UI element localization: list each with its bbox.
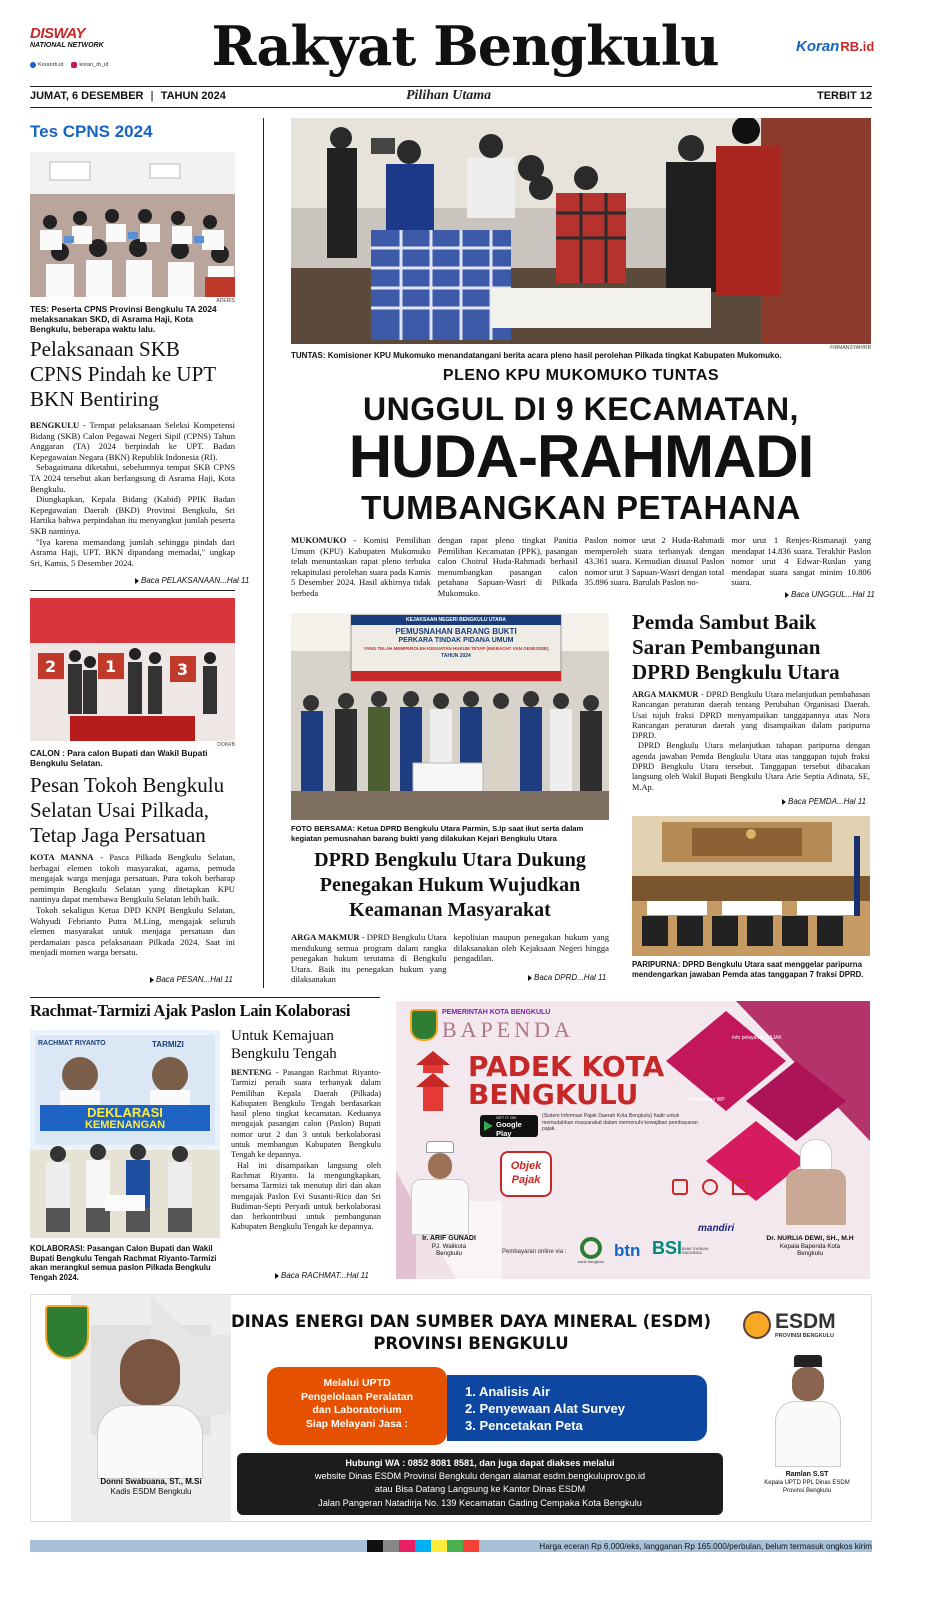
arrow-icon — [275, 1273, 279, 1279]
pagoda-icon — [416, 1051, 450, 1121]
story-body: BENTENG - Pasangan Rachmat Riyanto-Tarmizi peraih suara terbanyak dalam Pemilihan Kepala Daerah (Pilkada) Kabupaten Bengkulu Tengah berdasarkan hasil pleno tingkat kecamatan. Keduanya mengajak pasangan calon (Paslon) Bupati nomor urut 2 dan 3 untuk berkolaborasi untuk membangun Kabupaten Bengkulu Tengah ke depannya. Hal ini disampaikan langsung oleh Rachmat Riyanto. Ia mengungkapkan, bersama Tarmizi tak menutup diri dan akan mengajak Paslon Evi Susanti-Rico dan Sri Budiman-Septi Peryadi untuk berkolaborasi dan berkontribusi untuk pembangunan Kabupaten Bengkulu Tengah ke depannya. — [231, 1068, 381, 1232]
pilihan-utama: Pilihan Utama — [406, 88, 492, 103]
poster-text: TARMIZI — [152, 1040, 184, 1049]
facebook-icon — [30, 62, 36, 68]
story-headline: Rachmat-Tarmizi Ajak Paslon Lain Kolaborasi — [30, 1001, 351, 1020]
story-body: KOTA MANNA - Pasca Pilkada Bengkulu Selatan, berbagai elemen tokoh masyarakat, agama, pemuda mengajak warga menjaga persatuan. Para tokoh berharap pemimpin Bengkulu Selatan yang ditetapkan KPU nantinya dapat membawa Bengkulu Selatan lebih baik. Tokoh sekaligus Ketua DPD KNPI Bengkulu Selatan, Wahyudi Febrianto Putra M.Ling, mengajak seluruh elemen masyarakat untuk menjaga persatuan dan perdamaian pasca pelaksanaan Pilkada 2024. Saat ini menjadi momen warga bersatu. — [30, 852, 236, 958]
cmyk-swatch — [415, 1540, 431, 1552]
cmyk-swatch — [431, 1540, 447, 1552]
cmyk-swatch — [463, 1540, 479, 1552]
story-body: BENGKULU - Tempat pelaksanaan Seleksi Kompetensi Bidang (SKB) Calon Pegawai Negeri Sipil (CPNS) Tahun Anggaran (TA) 2024 berpindah ke UPT. Badan Kepegawaian Negara (BKN) Republik Indonesia (RI). Sebagaimana diketahui, sebelumnya tempat SKB CPNS TA 2024 tersebut akan berlangsung di Asrama Haji, Kota Bengkulu. Diungkapkan, Kepala Bidang (Kabid) PPIK Badan Kepegawaian Daerah (BKD) Provinsi Bengkulu, Sri Hartika bahwa perpindahan itu menyangkut jumlah peserta SKB nantinya. "Iya karena memandang jumlah sehingga pindah dari Asrama Haji, UPT. BKN dipandang memadai," ungkap Sri, Kamis, 5 Desember 2024. — [30, 420, 235, 568]
arrow-icon — [150, 977, 154, 983]
photo-credit: DOKRB — [217, 742, 235, 748]
info-pelayanan-label: Info pelayanan PAJAK — [732, 1035, 782, 1041]
koranrb-logo: Koran RB.id — [796, 38, 875, 55]
globe-icon — [702, 1179, 718, 1195]
official-caption: Ir. ARIF GUNADI PJ. Walikota Bengkulu — [422, 1235, 476, 1257]
masthead-title: Rakyat Bengkulu — [211, 14, 719, 78]
continue-link[interactable]: Baca RACHMAT...Hal 11 — [275, 1271, 369, 1280]
service-list-box — [447, 1375, 707, 1441]
main-headline-1: UNGGUL DI 9 KECAMATAN, — [363, 391, 799, 427]
evidence-destruction-photo — [291, 613, 609, 820]
google-play-button[interactable]: GET IT ON Google Play — [480, 1115, 538, 1137]
continue-link[interactable]: Baca UNGGUL...Hal 11 — [785, 590, 875, 599]
esdm-logo: ESDM PROVINSI BENGKULU — [743, 1311, 836, 1339]
building-icon — [732, 1179, 748, 1195]
pendaftaran-label: Pendaftaran WP — [688, 1097, 725, 1103]
service-offer-box: Melalui UPTD Pengelolaan Peralatan dan Laboratorium Siap Melayani Jasa : — [267, 1367, 447, 1445]
official-photo-bapenda — [784, 1139, 848, 1225]
main-story-body: MUKOMUKO - Komisi Pemilihan Umum (KPU) Kabupaten Mukomuko telah menuntaskan rapat pleno terbuka rekapitulasi perolehan suara pada Kamis 5 Desember 2024. Hasil akhirnya tidak berbeda dengan rapat pleno tingkat Panitia Pemilihan Kecamatan (PPK), pasangan calon Choirul Huda-Rahmadi berhasil menumbangkan pasangan calon petahana Sapuan-Wasri di Pilkada Mukomuko. Paslon nomor urut 2 Huda-Rahmadi memperoleh suara terbanyak dengan 43.361 suara. Kemudian disusul Paslon nomor urut 3 Sapuan-Wasri dengan total 35.896 suara. Barulah Paslon no- mor urut 1 Renjes-Rismanaji yang mendapat 14.836 suara. Terakhir Paslon nomor urut 4 Edwar-Ruslan yang mendapat suara sangat minim 10.806 suara. — [291, 535, 871, 598]
masthead-rule-bottom — [30, 107, 872, 108]
poster-text: RACHMAT RIYANTO — [38, 1040, 106, 1047]
cmyk-swatch — [447, 1540, 463, 1552]
price-info: Harga eceran Rp 6.000/eks, langganan Rp 165.000/perbulan, belum termasuk ongkos kirim — [539, 1542, 872, 1551]
arrow-icon — [782, 799, 786, 805]
bank-logo-mandiri: mandiri — [698, 1223, 735, 1234]
section-title: Tes CPNS 2024 — [30, 122, 153, 141]
esdm-emblem-icon — [743, 1311, 771, 1339]
person-photo-kadis — [95, 1339, 205, 1479]
service-item: 3. Pencetakan Peta — [465, 1418, 583, 1433]
arrow-icon — [528, 975, 532, 981]
esdm-title: DINAS ENERGI DAN SUMBER DAYA MINERAL (ESDM) PROVINSI BENGKULU — [230, 1312, 712, 1353]
bank-logo-bsi: BSI BANK SYARIAH INDONESIA — [652, 1238, 709, 1258]
continue-link[interactable]: Baca DPRD...Hal 11 — [528, 973, 606, 982]
service-item: 2. Penyewaan Alat Survey — [465, 1401, 625, 1416]
instagram-icon — [71, 62, 77, 68]
cmyk-swatch — [383, 1540, 399, 1552]
ad-description: (Sistem Informasi Pajak Daerah Kota Bengkulu) hadir untuk memudahkan masyarakat dalam memenuhi kewajiban pembayaran pajak. — [542, 1113, 698, 1132]
person-photo-kepala-uptd — [773, 1355, 843, 1467]
story-headline: Pemda Sambut Baik Saran Pembangunan DPRD Bengkulu Utara — [632, 610, 840, 684]
paripurna-photo — [632, 816, 870, 956]
photo-caption: KOLABORASI: Pasangan Calon Bupati dan Wakil Bupati Bengkulu Tengah Rachmat Riyanto-Tarmizi akan merangkul semua paslon Pilkada Bengkulu Tengah 2024. — [30, 1244, 217, 1282]
svg-text:2: 2 — [45, 657, 57, 676]
ad-title: PADEK KOTA BENGKULU — [468, 1050, 665, 1111]
bapenda-ad[interactable] — [396, 1001, 870, 1279]
photo-caption: FOTO BERSAMA: Ketua DPRD Bengkulu Utara Parmin, S.Ip saat ikut serta dalam kegiatan pemusnahan barang bukti yang dilakukan Kejari Bengkulu Utara — [291, 824, 584, 843]
person-caption: Ramlan S.ST Kepala UPTD PPL Dinas ESDM Provinsi Bengkulu — [764, 1471, 850, 1494]
story-headline: Pesan Tokoh Bengkulu Selatan Usai Pilkada, Tetap Jaga Persatuan — [30, 773, 225, 847]
story-body: ARGA MAKMUR - DPRD Bengkulu Utara mendukung semua program dalam rangka penegakan hukum terutama di Bengkulu Utara. Baik itu penegakan hukum yang dilaksanakan kepolisian maupun penegakan hukum yang dilaksanakan oleh Kejaksaan Negeri hingga pengadilan. — [291, 932, 609, 985]
story-headline: DPRD Bengkulu Utara Dukung Penegakan Hukum Wujudkan Keamanan Masyarakat — [314, 849, 586, 921]
official-photo-walikota — [410, 1141, 470, 1233]
story-body: ARGA MAKMUR - DPRD Bengkulu Utara melanjutkan pembahasan Rancangan peraturan daerah tentang Perubahan Organisasi Daerah. Usai tujuh fraksi DPRD menyampaikan tanggapannya atas Nora Rancangan peraturan daerah yang disampaikan dalam paripurna DPRD. DPRD Bengkulu Utara melanjutkan tahapan paripurna dengan agenda jawaban Pemda Bengkulu Utara atas tanggapan tujuh fraksi DPRD Bengkulu Utara tersebut. Tanggapan tersebut dibacakan langsung oleh Wakil Bupati Bengkulu Utara Arie Septia Adinata, SE, M.Ap. — [632, 690, 871, 792]
photo-caption: CALON : Para calon Bupati dan Wakil Bupati Bengkulu Selatan. — [30, 748, 208, 768]
social-handles: Koranrb.id koran_rb_id — [30, 62, 108, 68]
payment-label: Pembayaran online via : — [502, 1249, 567, 1255]
banner-text: KEJAKSAAN NEGERI BENGKULU UTARA — [406, 617, 506, 623]
disway-logo: DISWAY NATIONAL NETWORK — [30, 25, 104, 49]
ad-gov: PEMERINTAH KOTA BENGKULU — [442, 1009, 551, 1016]
photo-credit: FIRMANSYAH/RB — [830, 345, 871, 351]
continue-link[interactable]: Baca PEMDA...Hal 11 — [782, 797, 866, 806]
edition-date: JUMAT, 6 DESEMBER | TAHUN 2024 — [30, 90, 226, 102]
esdm-ad[interactable] — [30, 1294, 872, 1522]
bengkulu-province-emblem — [45, 1305, 89, 1359]
ad-agency: BAPENDA — [442, 1017, 574, 1042]
kpu-signing-photo — [291, 118, 871, 344]
terbit-number: TERBIT 12 — [816, 90, 872, 102]
photo-caption: TUNTAS: Komisioner KPU Mukomuko menandatangani berita acara pleno hasil perolehan Pilkada tingkat Kabupaten Mukomuko. — [291, 351, 782, 360]
candidates-photo — [30, 598, 235, 741]
contact-box: Hubungi WA : 0852 8081 8581, dan juga dapat diakses melalui website Dinas ESDM Provinsi Bengkulu dengan alamat esdm.bengkuluprov.go.id atau Bisa Datang Langsung ke Kantor Dinas ESDM Jalan Pangeran Natadirja No. 139 Kecamatan Gading Cempaka Kota Bengkulu — [237, 1453, 723, 1515]
official-caption: Dr. NURLIA DEWI, SH., M.H Kepala Bapenda Kota Bengkulu — [766, 1235, 854, 1257]
banner-text: PEMUSNAHAN BARANG BUKTI PERKARA TINDAK PIDANA UMUM YANG TELAH MEMPEROLEH KEKUATAN HUKUM TETAP (INKRACHT VAN GEWIJSDE) TAHUN 2024 — [363, 627, 549, 659]
column-divider — [263, 118, 264, 988]
bapenda-logo-icon — [410, 1009, 438, 1041]
masthead-rule — [30, 86, 872, 87]
poster-text: DEKLARASI KEMENANGAN — [84, 1105, 166, 1131]
objek-pajak-badge[interactable]: Objek Pajak — [500, 1151, 552, 1197]
bank-logo-bengkulu: bank bengkulu — [578, 1237, 604, 1264]
person-caption: Donni Swabuana, ST., M.Si Kadis ESDM Bengkulu — [100, 1477, 202, 1496]
story-headline: Pelaksanaan SKB CPNS Pindah ke UPT BKN Bentiring — [30, 337, 216, 411]
divider — [30, 997, 380, 998]
play-icon — [484, 1121, 493, 1131]
cmyk-swatch — [399, 1540, 415, 1552]
arrow-icon — [135, 578, 139, 584]
bank-bengkulu-icon — [580, 1237, 602, 1259]
home-icon — [672, 1179, 688, 1195]
continue-link[interactable]: Baca PESAN...Hal 11 — [150, 975, 233, 984]
arrow-icon — [785, 592, 789, 598]
bank-logo-btn: btn — [614, 1241, 641, 1260]
service-item: 1. Analisis Air — [465, 1384, 551, 1399]
photo-caption: TES: Peserta CPNS Provinsi Bengkulu TA 2024 melaksanakan SKD, di Asrama Haji, Kota Bengkulu, beberapa waktu lalu. — [30, 304, 217, 334]
photo-credit: ADERIS — [216, 298, 235, 304]
kicker: PLENO KPU MUKOMUKO TUNTAS — [442, 367, 720, 384]
declaration-photo — [30, 1030, 220, 1238]
svg-text:3: 3 — [177, 660, 189, 679]
cmyk-swatch — [367, 1540, 383, 1552]
photo-caption: PARIPURNA: DPRD Bengkulu Utara saat menggelar paripurna mendengarkan jawaban Pemda atas tanggapan 7 fraksi DPRD. — [632, 960, 864, 979]
divider — [30, 590, 235, 591]
svg-text:1: 1 — [105, 657, 117, 676]
cpns-test-photo — [30, 152, 235, 297]
continue-link[interactable]: Baca PELAKSANAAN...Hal 11 — [135, 576, 249, 585]
story-subheadline: Untuk Kemajuan Bengkulu Tengah — [231, 1028, 337, 1062]
main-headline-2: HUDA-RAHMADI — [348, 423, 814, 490]
main-headline-3: TUMBANGKAN PETAHANA — [361, 489, 801, 526]
